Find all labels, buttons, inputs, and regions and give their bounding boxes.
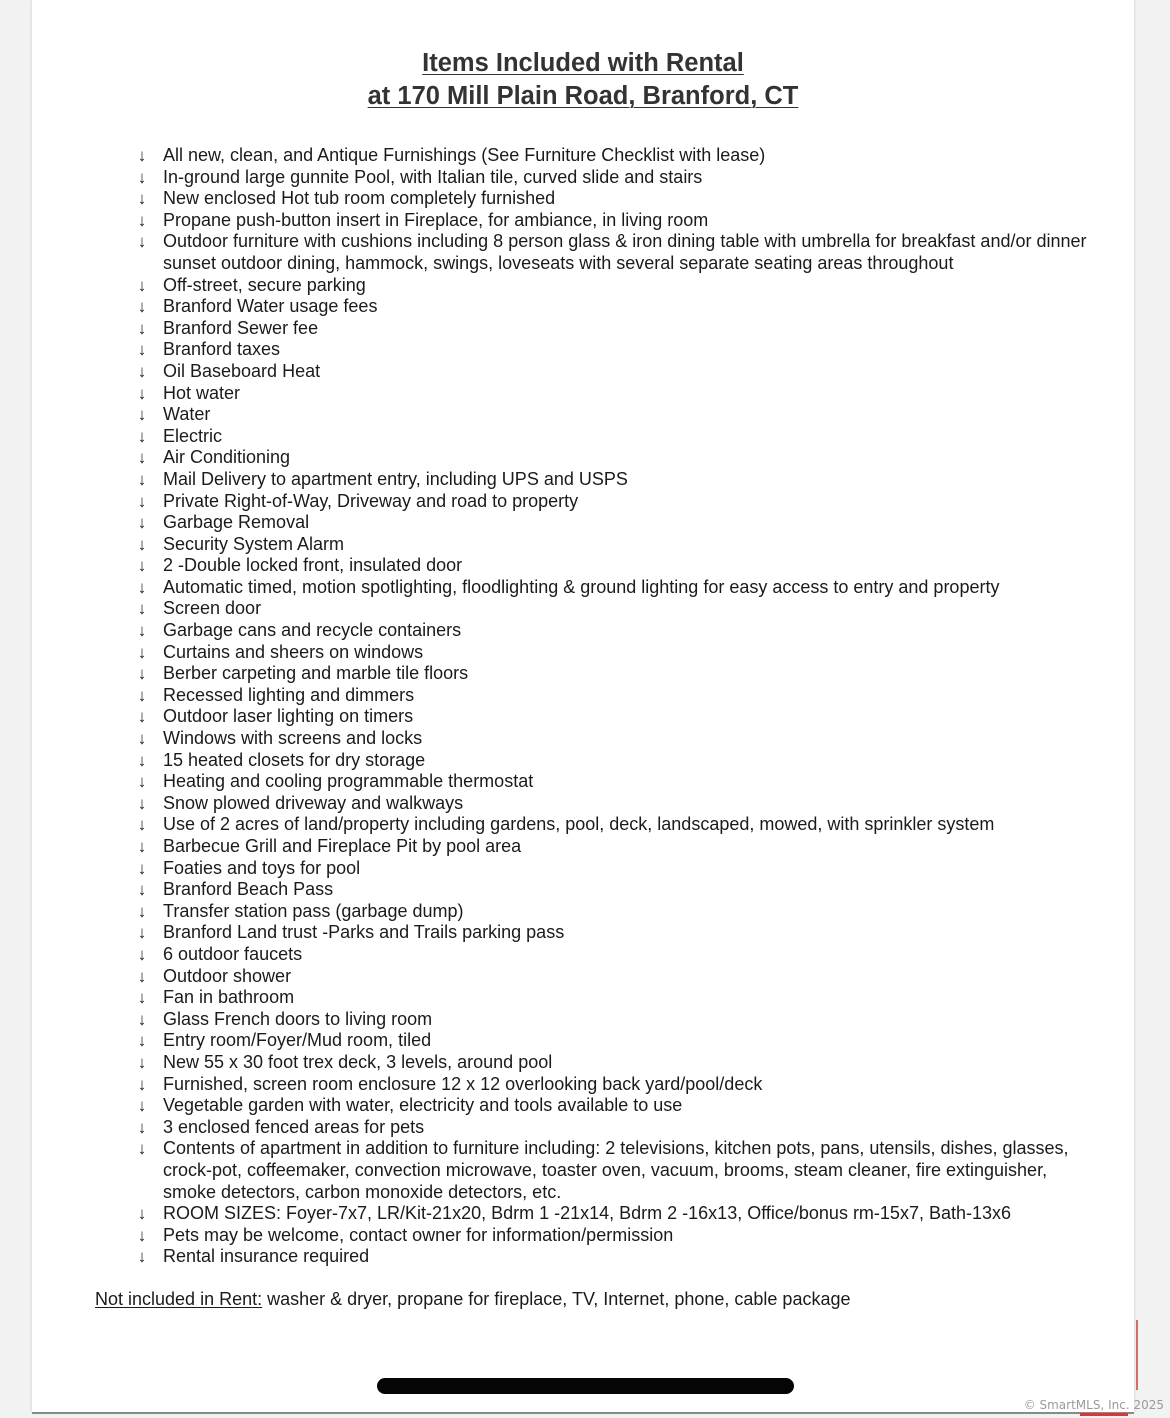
document-title-line-2: at 170 Mill Plain Road, Branford, CT [367,82,799,110]
arrow-down-bullet-icon: ↓ [137,1139,147,1159]
list-item [132,901,1092,923]
list-item-text: Vegetable garden with water, electricity and tools available to use [163,1095,683,1116]
list-item [132,987,1092,1009]
arrow-down-bullet-icon: ↓ [137,1247,147,1267]
list-item [132,296,1092,318]
arrow-down-bullet-icon: ↓ [137,534,147,554]
list-item [132,966,1092,988]
arrow-down-bullet-icon: ↓ [137,901,147,921]
arrow-down-bullet-icon: ↓ [137,297,147,317]
list-item [132,210,1092,232]
list-item [132,1009,1092,1031]
arrow-down-bullet-icon: ↓ [137,1117,147,1137]
page-bottom-edge [32,1412,1134,1414]
arrow-down-bullet-icon: ↓ [137,469,147,489]
included-items-list [132,145,1092,1268]
list-item-text: Hot water [163,382,241,403]
list-item-text: Windows with screens and locks [163,728,423,749]
arrow-down-bullet-icon: ↓ [137,405,147,425]
arrow-down-bullet-icon: ↓ [137,167,147,187]
list-item-text: Use of 2 acres of land/property including gardens, pool, deck, landscaped, mowed, with sprinkler system [163,814,995,835]
list-item-text: Branford taxes [163,339,281,360]
list-item-text: Mail Delivery to apartment entry, including UPS and USPS [163,468,628,489]
list-item [132,750,1092,772]
list-item [132,555,1092,577]
list-item-text: Automatic timed, motion spotlighting, floodlighting & ground lighting for easy access to entry and property [163,576,1000,597]
list-item [132,922,1092,944]
list-item-text: In-ground large gunnite Pool, with Italian tile, curved slide and stairs [163,166,703,187]
list-item [132,1052,1092,1074]
list-item [132,1203,1092,1225]
list-item-text: Off-street, secure parking [163,274,366,295]
arrow-down-bullet-icon: ↓ [137,189,147,209]
arrow-down-bullet-icon: ↓ [137,1052,147,1072]
list-item-text: Snow plowed driveway and walkways [163,792,464,813]
list-item-text: 3 enclosed fenced areas for pets [163,1116,425,1137]
list-item [132,383,1092,405]
list-item [132,1246,1092,1268]
arrow-down-bullet-icon: ↓ [137,361,147,381]
list-item-text: Water [163,404,211,425]
list-item [132,793,1092,815]
document-title-line-1: Items Included with Rental [422,49,744,77]
list-item [132,318,1092,340]
arrow-down-bullet-icon: ↓ [137,426,147,446]
arrow-down-bullet-icon: ↓ [137,815,147,835]
arrow-down-bullet-icon: ↓ [137,232,147,252]
list-item [132,642,1092,664]
list-item [132,426,1092,448]
list-item [132,404,1092,426]
list-item [132,491,1092,513]
list-item [132,231,1092,274]
arrow-down-bullet-icon: ↓ [137,491,147,511]
arrow-down-bullet-icon: ↓ [137,318,147,338]
list-item-text: Outdoor laser lighting on timers [163,706,414,727]
list-item-text: Furnished, screen room enclosure 12 x 12 overlooking back yard/pool/deck [163,1073,763,1094]
list-item-text: 15 heated closets for dry storage [163,749,426,770]
list-item [132,598,1092,620]
list-item [132,1074,1092,1096]
not-included-text: washer & dryer, propane for fireplace, TV, Internet, phone, cable package [267,1289,851,1309]
arrow-down-bullet-icon: ↓ [137,750,147,770]
arrow-down-bullet-icon: ↓ [137,383,147,403]
list-item-text: All new, clean, and Antique Furnishings (See Furniture Checklist with lease) [163,145,766,165]
list-item [132,361,1092,383]
list-item [132,1138,1092,1203]
list-item [132,447,1092,469]
arrow-down-bullet-icon: ↓ [137,146,147,165]
list-item [132,512,1092,534]
list-item-text: Branford Sewer fee [163,317,319,338]
list-item [132,685,1092,707]
arrow-down-bullet-icon: ↓ [137,923,147,943]
list-item-text: Private Right-of-Way, Driveway and road to property [163,490,579,511]
list-item [132,275,1092,297]
copyright-watermark: © SmartMLS, Inc. 2025 [1023,1398,1164,1412]
list-item-text: Garbage cans and recycle containers [163,620,462,641]
arrow-down-bullet-icon: ↓ [137,210,147,230]
arrow-down-bullet-icon: ↓ [137,772,147,792]
list-item-text: Garbage Removal [163,512,310,533]
list-item [132,663,1092,685]
list-item-text: Pets may be welcome, contact owner for information/permission [163,1224,674,1245]
arrow-down-bullet-icon: ↓ [137,1074,147,1094]
arrow-down-bullet-icon: ↓ [137,793,147,813]
list-item [132,728,1092,750]
list-item [132,620,1092,642]
arrow-down-bullet-icon: ↓ [137,599,147,619]
arrow-down-bullet-icon: ↓ [137,707,147,727]
list-item [132,944,1092,966]
list-item-text: Entry room/Foyer/Mud room, tiled [163,1030,432,1051]
list-item-text: Branford Beach Pass [163,879,334,900]
arrow-down-bullet-icon: ↓ [137,1225,147,1245]
arrow-down-bullet-icon: ↓ [137,556,147,576]
list-item [132,858,1092,880]
list-item-text: New enclosed Hot tub room completely furnished [163,188,556,209]
list-item-text: Contents of apartment in addition to furniture including: 2 televisions, kitchen pots, pans, utensils, dishes, glasses, crock-pot, coffeemaker, convection microwave, toaster oven, vacuum, brooms, steam cleaner, fire extinguisher, smoke detectors, carbon monoxide detectors, etc. [163,1138,1069,1202]
list-item [132,771,1092,793]
list-item-text: New 55 x 30 foot trex deck, 3 levels, around pool [163,1051,553,1072]
not-included-label: Not included in Rent: [95,1289,263,1309]
arrow-down-bullet-icon: ↓ [137,577,147,597]
list-item-text: Glass French doors to living room [163,1008,433,1029]
list-item-text: 2 -Double locked front, insulated door [163,555,463,576]
arrow-down-bullet-icon: ↓ [137,275,147,295]
list-item [132,167,1092,189]
arrow-down-bullet-icon: ↓ [137,988,147,1008]
list-item-text: Transfer station pass (garbage dump) [163,900,464,921]
arrow-down-bullet-icon: ↓ [137,858,147,878]
list-item [132,469,1092,491]
list-item-text: Branford Land trust -Parks and Trails parking pass [163,922,565,943]
list-item [132,1225,1092,1247]
list-item [132,577,1092,599]
margin-mark [1136,1320,1138,1390]
list-item-text: Air Conditioning [163,447,291,468]
list-item [132,814,1092,836]
arrow-down-bullet-icon: ↓ [137,1204,147,1224]
list-item [132,1095,1092,1117]
arrow-down-bullet-icon: ↓ [137,966,147,986]
home-indicator[interactable] [377,1378,794,1394]
list-item-text: ROOM SIZES: Foyer-7x7, LR/Kit-21x20, Bdrm 1 -21x14, Bdrm 2 -16x13, Office/bonus rm-15x7, Bath-13x6 [163,1203,1012,1224]
list-item-text: Outdoor furniture with cushions including 8 person glass & iron dining table with umbrella for breakfast and/or dinner sunset outdoor dining, hammock, swings, loveseats with several separate seating areas throughout [163,231,1087,273]
arrow-down-bullet-icon: ↓ [137,340,147,360]
arrow-down-bullet-icon: ↓ [137,837,147,856]
arrow-down-bullet-icon: ↓ [137,729,147,749]
list-item [132,534,1092,556]
list-item [132,1030,1092,1052]
document-page [32,0,1134,1412]
arrow-down-bullet-icon: ↓ [137,685,147,705]
list-item [132,339,1092,361]
list-item-text: Branford Water usage fees [163,296,378,317]
list-item [132,1117,1092,1139]
corner-accent [1080,1413,1128,1416]
arrow-down-bullet-icon: ↓ [137,448,147,468]
list-item-text: 6 outdoor faucets [163,943,303,964]
list-item [132,879,1092,901]
arrow-down-bullet-icon: ↓ [137,642,147,662]
arrow-down-bullet-icon: ↓ [137,1096,147,1116]
arrow-down-bullet-icon: ↓ [137,880,147,900]
arrow-down-bullet-icon: ↓ [137,621,147,641]
list-item-text: Electric [163,425,223,446]
arrow-down-bullet-icon: ↓ [137,1009,147,1029]
arrow-down-bullet-icon: ↓ [137,1031,147,1051]
list-item [132,145,1092,167]
list-item-text: Rental insurance required [163,1246,370,1267]
list-item-text: Propane push-button insert in Fireplace, for ambiance, in living room [163,209,709,230]
list-item-text: Berber carpeting and marble tile floors [163,663,469,684]
list-item-text: Security System Alarm [163,533,345,554]
list-item-text: Recessed lighting and dimmers [163,684,415,705]
list-item-text: Curtains and sheers on windows [163,641,424,662]
not-included-note [95,1288,851,1310]
list-item-text: Foaties and toys for pool [163,857,361,878]
list-item-text: Barbecue Grill and Fireplace Pit by pool area [163,836,522,856]
list-item [132,836,1092,858]
arrow-down-bullet-icon: ↓ [137,513,147,533]
arrow-down-bullet-icon: ↓ [137,944,147,964]
list-item-text: Fan in bathroom [163,987,295,1008]
list-item-text: Heating and cooling programmable thermostat [163,771,534,792]
arrow-down-bullet-icon: ↓ [137,664,147,684]
list-item-text: Outdoor shower [163,965,292,986]
list-item-text: Oil Baseboard Heat [163,360,321,381]
list-item [132,188,1092,210]
list-item-text: Screen door [163,598,262,619]
list-item [132,706,1092,728]
